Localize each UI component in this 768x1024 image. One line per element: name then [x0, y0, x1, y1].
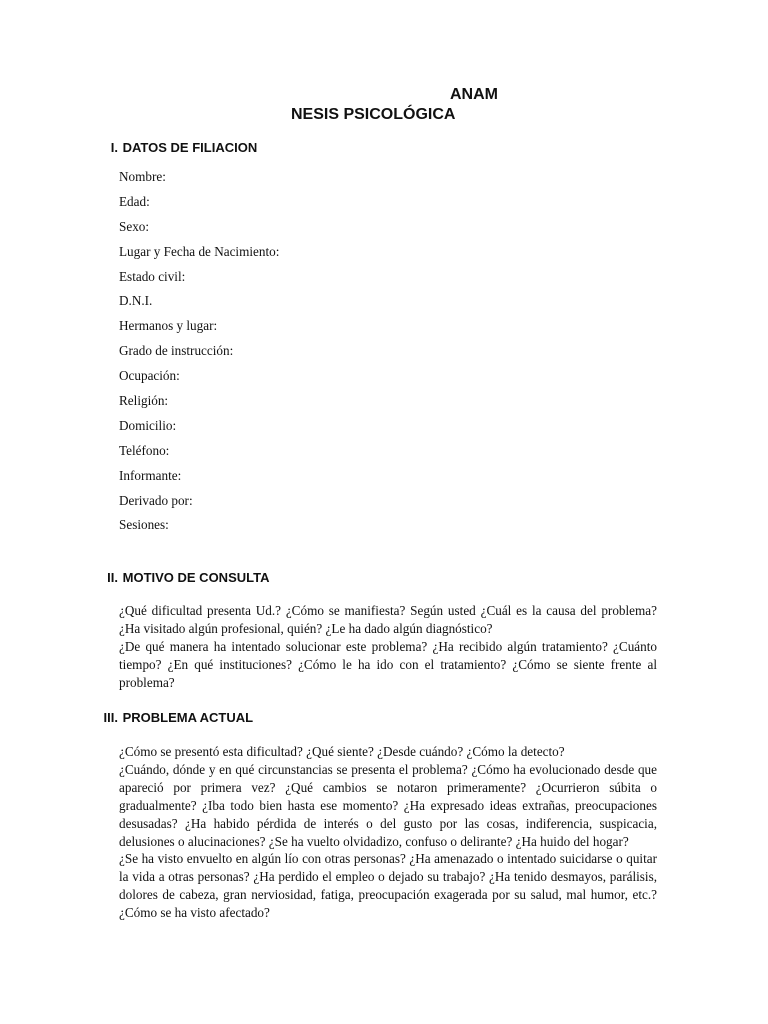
document-title-line-1: ANAM	[450, 86, 498, 103]
paragraph: ¿De qué manera ha intentado solucionar este problema? ¿Ha recibido algún tratamiento? ¿Cuánto tiempo? ¿En qué instituciones? ¿Cómo le ha ido con el tratamiento? ¿Cómo se siente frente al problema?	[119, 638, 657, 690]
field-label-sexo: Sexo:	[119, 218, 150, 234]
field-label-lugar-fecha-nacimiento: Lugar y Fecha de Nacimiento:	[119, 243, 280, 259]
field-label-dni: D.N.I.	[119, 293, 153, 309]
section-heading-problema-actual	[96, 710, 696, 725]
field-list	[119, 168, 279, 541]
field-label-telefono: Teléfono:	[119, 442, 170, 458]
section-number: I.	[110, 140, 118, 155]
paragraph: ¿Cómo se presentó esta dificultad? ¿Qué siente? ¿Desde cuándo? ¿Cómo la detecto?	[119, 744, 565, 759]
field-label-domicilio: Domicilio:	[119, 417, 177, 433]
field-label-derivado-por: Derivado por:	[119, 492, 193, 508]
section-number: III.	[103, 710, 118, 725]
section-title: MOTIVO DE CONSULTA	[122, 570, 270, 585]
paragraph: ¿Qué dificultad presenta Ud.? ¿Cómo se manifiesta? Según usted ¿Cuál es la causa del problema? ¿Ha visitado algún profesional, quién? ¿Le ha dado algún diagnóstico?	[119, 603, 657, 636]
paragraph: ¿Se ha visto envuelto en algún lío con otras personas? ¿Ha amenazado o intentado suicidarse o quitar la vida a otras personas? ¿Ha perdido el empleo o dejado su trabajo? ¿Ha tenido desmayos, parálisis, dolores de cabeza, gran nerviosidad, fatiga, preocupación exagerada por su salud, mal humor, etc.? ¿Cómo se ha visto afectado?	[119, 851, 657, 921]
section-heading-datos-filiacion	[96, 140, 696, 155]
field-label-nombre: Nombre:	[119, 169, 166, 184]
field-label-estado-civil: Estado civil:	[119, 268, 186, 284]
field-label-grado-instruccion: Grado de instrucción:	[119, 343, 234, 359]
section-heading-motivo-consulta	[96, 570, 696, 585]
section-body-motivo-consulta	[119, 602, 657, 692]
field-label-ocupacion: Ocupación:	[119, 368, 180, 384]
paragraph: ¿Cuándo, dónde y en qué circunstancias se presenta el problema? ¿Cómo ha evolucionado desde que apareció por primera vez? ¿Qué cambios se notaron primeramente? ¿Ocurrieron súbita o gradualmente? ¿Iba todo bien hasta ese momento? ¿Ha expresado ideas extrañas, preocupaciones desusadas? ¿Ha habido pérdida de interés o del gusto por las cosas, indiferencia, suspicacia, delusiones o alucinaciones? ¿Se ha vuelto olvidadizo, confuso o delirante? ¿Ha huido del hogar?	[119, 761, 657, 849]
section-title: DATOS DE FILIACION	[122, 140, 258, 155]
field-label-edad: Edad:	[119, 193, 150, 209]
field-label-religion: Religión:	[119, 393, 169, 409]
section-number: II.	[107, 570, 118, 585]
field-label-sesiones: Sesiones:	[119, 517, 169, 533]
field-label-hermanos: Hermanos y lugar:	[119, 318, 218, 334]
section-body-problema-actual	[119, 743, 657, 922]
field-label-informante: Informante:	[119, 467, 182, 483]
section-title: PROBLEMA ACTUAL	[122, 710, 254, 725]
document-title-line-2: NESIS PSICOLÓGICA	[291, 106, 456, 123]
